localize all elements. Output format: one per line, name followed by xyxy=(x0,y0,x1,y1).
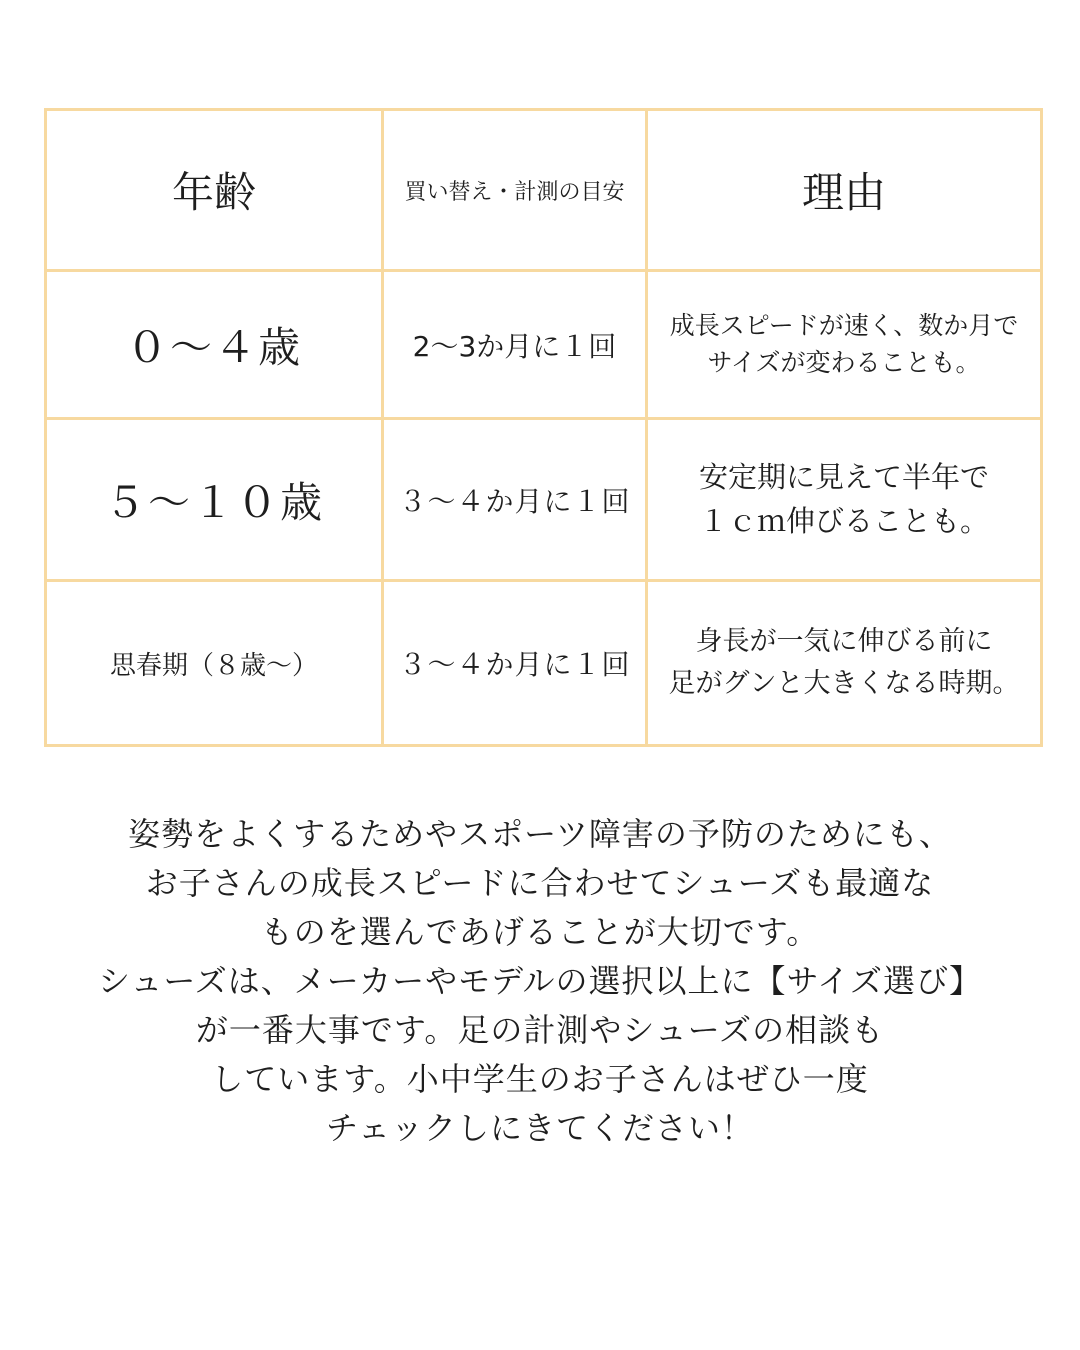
row-3-reason xyxy=(648,582,1040,744)
header-guide: 買い替え・計測の目安 xyxy=(384,111,648,272)
message-line-7: チェックしにきてください！ xyxy=(325,1109,755,1147)
row-3-age: 思春期（８歳～） xyxy=(47,582,384,744)
row-3-reason-line-1: 身長が一気に伸びる前に xyxy=(695,626,993,658)
message-line-2: お子さんの成長スピードに合わせてシューズも最適な xyxy=(145,864,935,902)
shoe-size-guide-table xyxy=(44,108,1043,747)
row-1-reason-line-2: サイズが変わることも。 xyxy=(707,347,981,377)
row-1-guide: 2～3か月に１回 xyxy=(384,272,648,420)
message-line-5: が一番大事です。足の計測やシューズの相談も xyxy=(195,1011,885,1049)
row-3-reason-line-2: 足がグンと大きくなる時期。 xyxy=(668,668,1020,699)
header-age: 年齢 xyxy=(47,111,384,272)
row-2-age: ５～１０歳 xyxy=(47,420,384,582)
row-2-reason-line-2: １ｃｍ伸びることも。 xyxy=(698,503,989,538)
row-2-guide: ３～４か月に１回 xyxy=(384,420,648,582)
row-1-age: ０～４歳 xyxy=(47,272,384,420)
row-1-reason-line-1: 成長スピードが速く、数か月で xyxy=(669,311,1019,341)
row-3-guide: ３～４か月に１回 xyxy=(384,582,648,744)
message-line-1: 姿勢をよくするためやスポーツ障害の予防のためにも、 xyxy=(128,815,952,853)
message-line-3: ものを選んであげることが大切です。 xyxy=(260,913,820,951)
row-1-reason xyxy=(648,272,1040,420)
message-line-4: シューズは、メーカーやモデルの選択以上に【サイズ選び】 xyxy=(98,962,982,1000)
message-line-6: しています。小中学生のお子さんはぜひ一度 xyxy=(211,1060,869,1098)
header-reason: 理由 xyxy=(648,111,1040,272)
row-2-reason xyxy=(648,420,1040,582)
row-2-reason-line-1: 安定期に見えて半年で xyxy=(698,460,989,494)
advice-message xyxy=(40,810,1040,1153)
